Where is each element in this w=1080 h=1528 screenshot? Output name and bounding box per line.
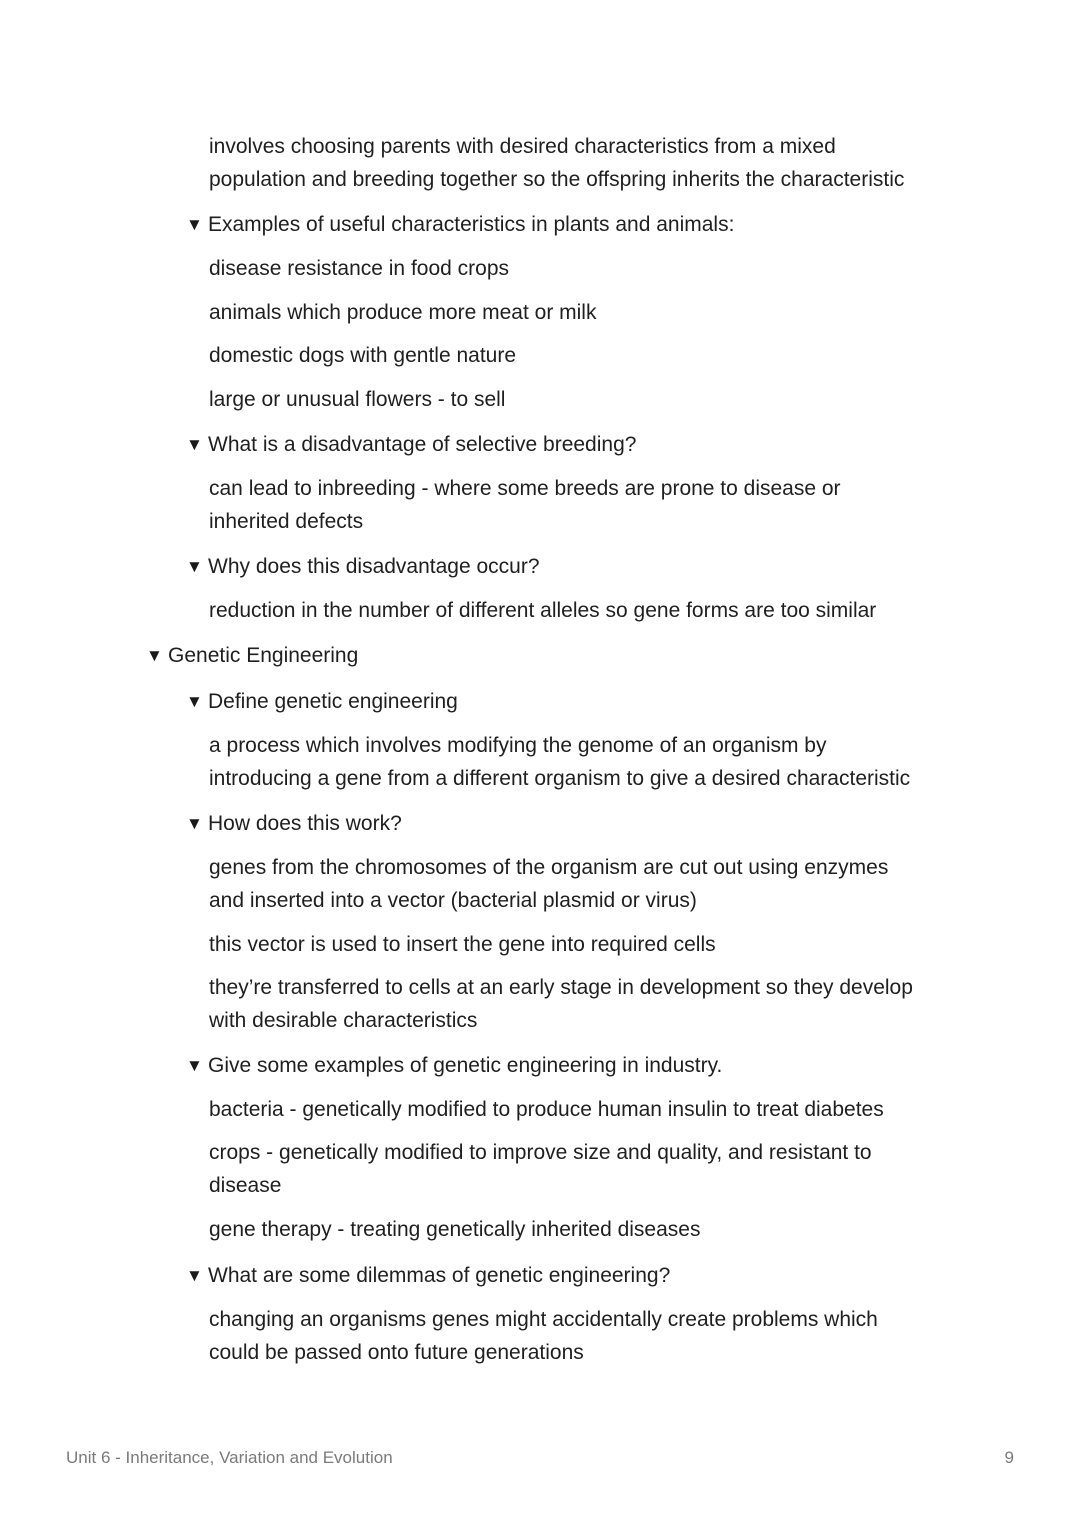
toggle-disadvantage[interactable]	[186, 428, 636, 461]
answer-text: population and breeding together so the offspring inherits the characteristic	[209, 168, 905, 191]
toggle-why[interactable]	[186, 550, 540, 583]
answer-text: genes from the chromosomes of the organism are cut out using enzymes	[209, 856, 889, 879]
toggle-genetic-engineering[interactable]	[146, 639, 358, 672]
triangle-down-icon: ▼	[186, 215, 203, 234]
triangle-down-icon: ▼	[146, 646, 163, 665]
toggle-label: How does this work?	[208, 812, 402, 835]
answer-text: inherited defects	[209, 510, 364, 533]
section-heading: Genetic Engineering	[168, 644, 359, 667]
answer-text: large or unusual flowers - to sell	[209, 388, 506, 411]
answer-text: with desirable characteristics	[209, 1009, 478, 1032]
answer-text: domestic dogs with gentle nature	[209, 344, 517, 367]
triangle-down-icon: ▼	[186, 557, 203, 576]
toggle-label: Define genetic engineering	[208, 690, 458, 713]
toggle-label: Why does this disadvantage occur?	[208, 555, 540, 578]
toggle-label: Examples of useful characteristics in plants and animals:	[208, 213, 735, 236]
toggle-label: What is a disadvantage of selective breeding?	[208, 433, 637, 456]
triangle-down-icon: ▼	[186, 1266, 203, 1285]
toggle-industry[interactable]	[186, 1049, 722, 1082]
answer-text: and inserted into a vector (bacterial plasmid or virus)	[209, 889, 697, 912]
answer-text: crops - genetically modified to improve size and quality, and resistant to	[209, 1141, 872, 1164]
toggle-examples[interactable]	[186, 208, 734, 241]
answer-text: this vector is used to insert the gene into required cells	[209, 933, 716, 956]
answer-text: a process which involves modifying the genome of an organism by	[209, 734, 827, 757]
triangle-down-icon: ▼	[186, 1056, 203, 1075]
answer-text: animals which produce more meat or milk	[209, 301, 597, 324]
answer-text: can lead to inbreeding - where some breeds are prone to disease or	[209, 477, 841, 500]
toggle-dilemmas[interactable]	[186, 1259, 670, 1292]
answer-text: changing an organisms genes might accidentally create problems which	[209, 1308, 878, 1331]
answer-text: bacteria - genetically modified to produce human insulin to treat diabetes	[209, 1098, 884, 1121]
footer-title: Unit 6 - Inheritance, Variation and Evolution	[66, 1448, 393, 1467]
answer-text: disease resistance in food crops	[209, 257, 509, 280]
answer-text: gene therapy - treating genetically inherited diseases	[209, 1218, 701, 1241]
answer-text: could be passed onto future generations	[209, 1341, 584, 1364]
toggle-label: Give some examples of genetic engineering in industry.	[208, 1054, 723, 1077]
answer-text: they’re transferred to cells at an early stage in development so they develop	[209, 976, 913, 999]
answer-text: reduction in the number of different alleles so gene forms are too similar	[209, 599, 877, 622]
toggle-how[interactable]	[186, 807, 402, 840]
toggle-define[interactable]	[186, 685, 458, 718]
answer-text: introducing a gene from a different organism to give a desired characteristic	[209, 767, 911, 790]
answer-text: involves choosing parents with desired characteristics from a mixed	[209, 135, 836, 158]
toggle-label: What are some dilemmas of genetic engineering?	[208, 1264, 671, 1287]
triangle-down-icon: ▼	[186, 692, 203, 711]
page-number: 9	[1004, 1448, 1014, 1467]
answer-text: disease	[209, 1174, 282, 1197]
triangle-down-icon: ▼	[186, 435, 203, 454]
triangle-down-icon: ▼	[186, 814, 203, 833]
